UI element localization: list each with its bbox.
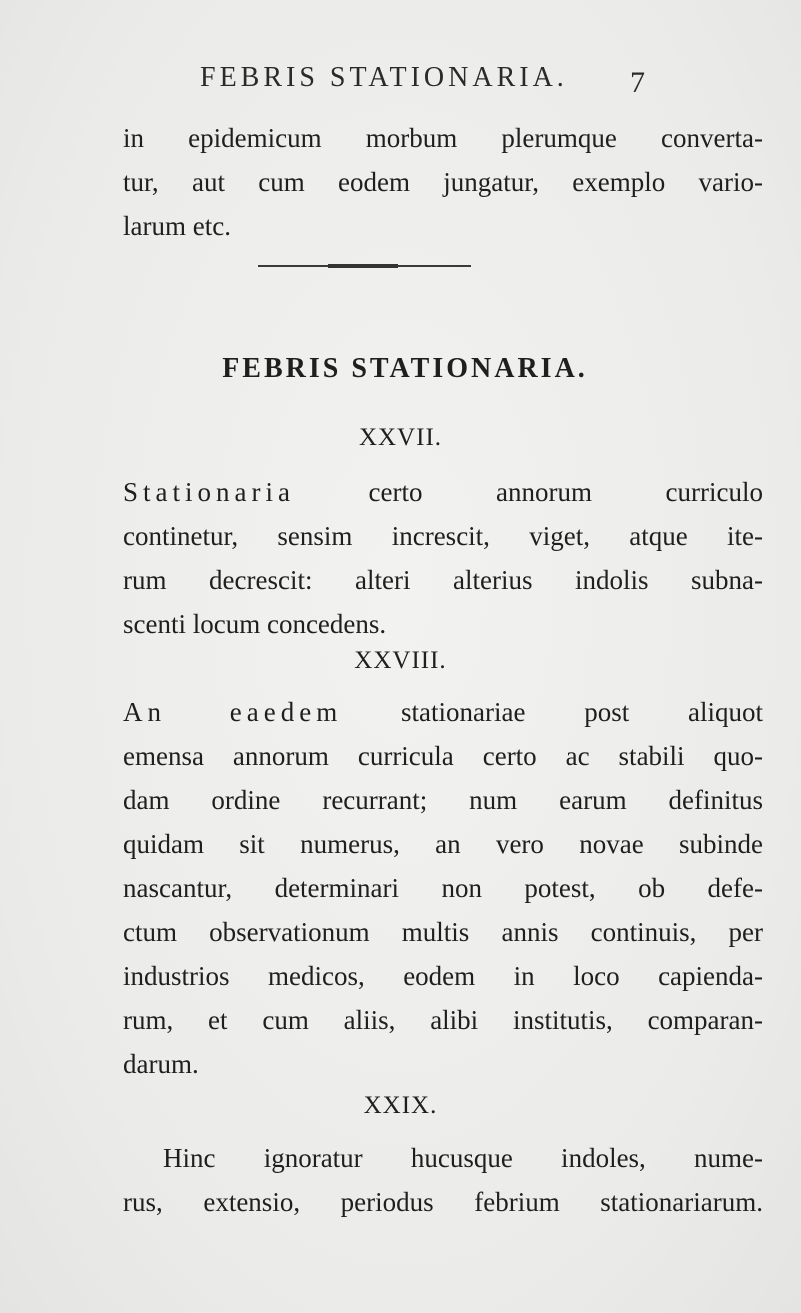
text-line: emensa annorum curricula certo ac stabili quo- bbox=[123, 741, 763, 771]
text-line: in epidemicum morbum plerumque converta- bbox=[123, 123, 763, 153]
text-line: rus, extensio, periodus febrium stationariarum. bbox=[123, 1187, 763, 1217]
divider-rule bbox=[258, 265, 471, 267]
text-line: darum. bbox=[123, 1049, 199, 1079]
text-line: rum, et cum aliis, alibi institutis, comparan- bbox=[123, 1005, 763, 1035]
paragraph-xxix bbox=[123, 1136, 763, 1224]
text-line: rum decrescit: alteri alterius indolis subna- bbox=[123, 565, 763, 595]
intro-text bbox=[123, 116, 763, 248]
paragraph-number: XXVIII. bbox=[354, 647, 447, 674]
text-line: continetur, sensim increscit, viget, atque ite- bbox=[123, 521, 763, 551]
text-line: Stationaria certo annorum curriculo bbox=[123, 477, 763, 507]
emphasized-word: An eaedem bbox=[123, 697, 343, 727]
section-title: FEBRIS STATIONARIA. bbox=[222, 353, 588, 384]
running-head bbox=[0, 62, 801, 102]
paragraph-number: XXVII. bbox=[358, 424, 443, 451]
paragraph-xxviii bbox=[123, 690, 763, 1086]
text-line: An eaedem stationariae post aliquot bbox=[123, 697, 763, 727]
text-line: ctum observationum multis annis continuis, per bbox=[123, 917, 763, 947]
emphasized-word: Stationaria bbox=[123, 477, 295, 507]
page-number: 7 bbox=[630, 66, 645, 99]
text-line: industrios medicos, eodem in loco capienda- bbox=[123, 961, 763, 991]
text-line: larum etc. bbox=[123, 211, 231, 241]
text-line: quidam sit numerus, an vero novae subinde bbox=[123, 829, 763, 859]
text-line: dam ordine recurrant; num earum definitus bbox=[123, 785, 763, 815]
text-line: scenti locum concedens. bbox=[123, 609, 387, 639]
text-line: nascantur, determinari non potest, ob defe- bbox=[123, 873, 763, 903]
text-line: tur, aut cum eodem jungatur, exemplo vario- bbox=[123, 167, 763, 197]
paragraph-xxvii bbox=[123, 470, 763, 646]
text-line: Hinc ignoratur hucusque indoles, nume- bbox=[163, 1143, 763, 1173]
paragraph-number: XXIX. bbox=[363, 1092, 438, 1119]
running-title: FEBRIS STATIONARIA. bbox=[200, 62, 568, 93]
